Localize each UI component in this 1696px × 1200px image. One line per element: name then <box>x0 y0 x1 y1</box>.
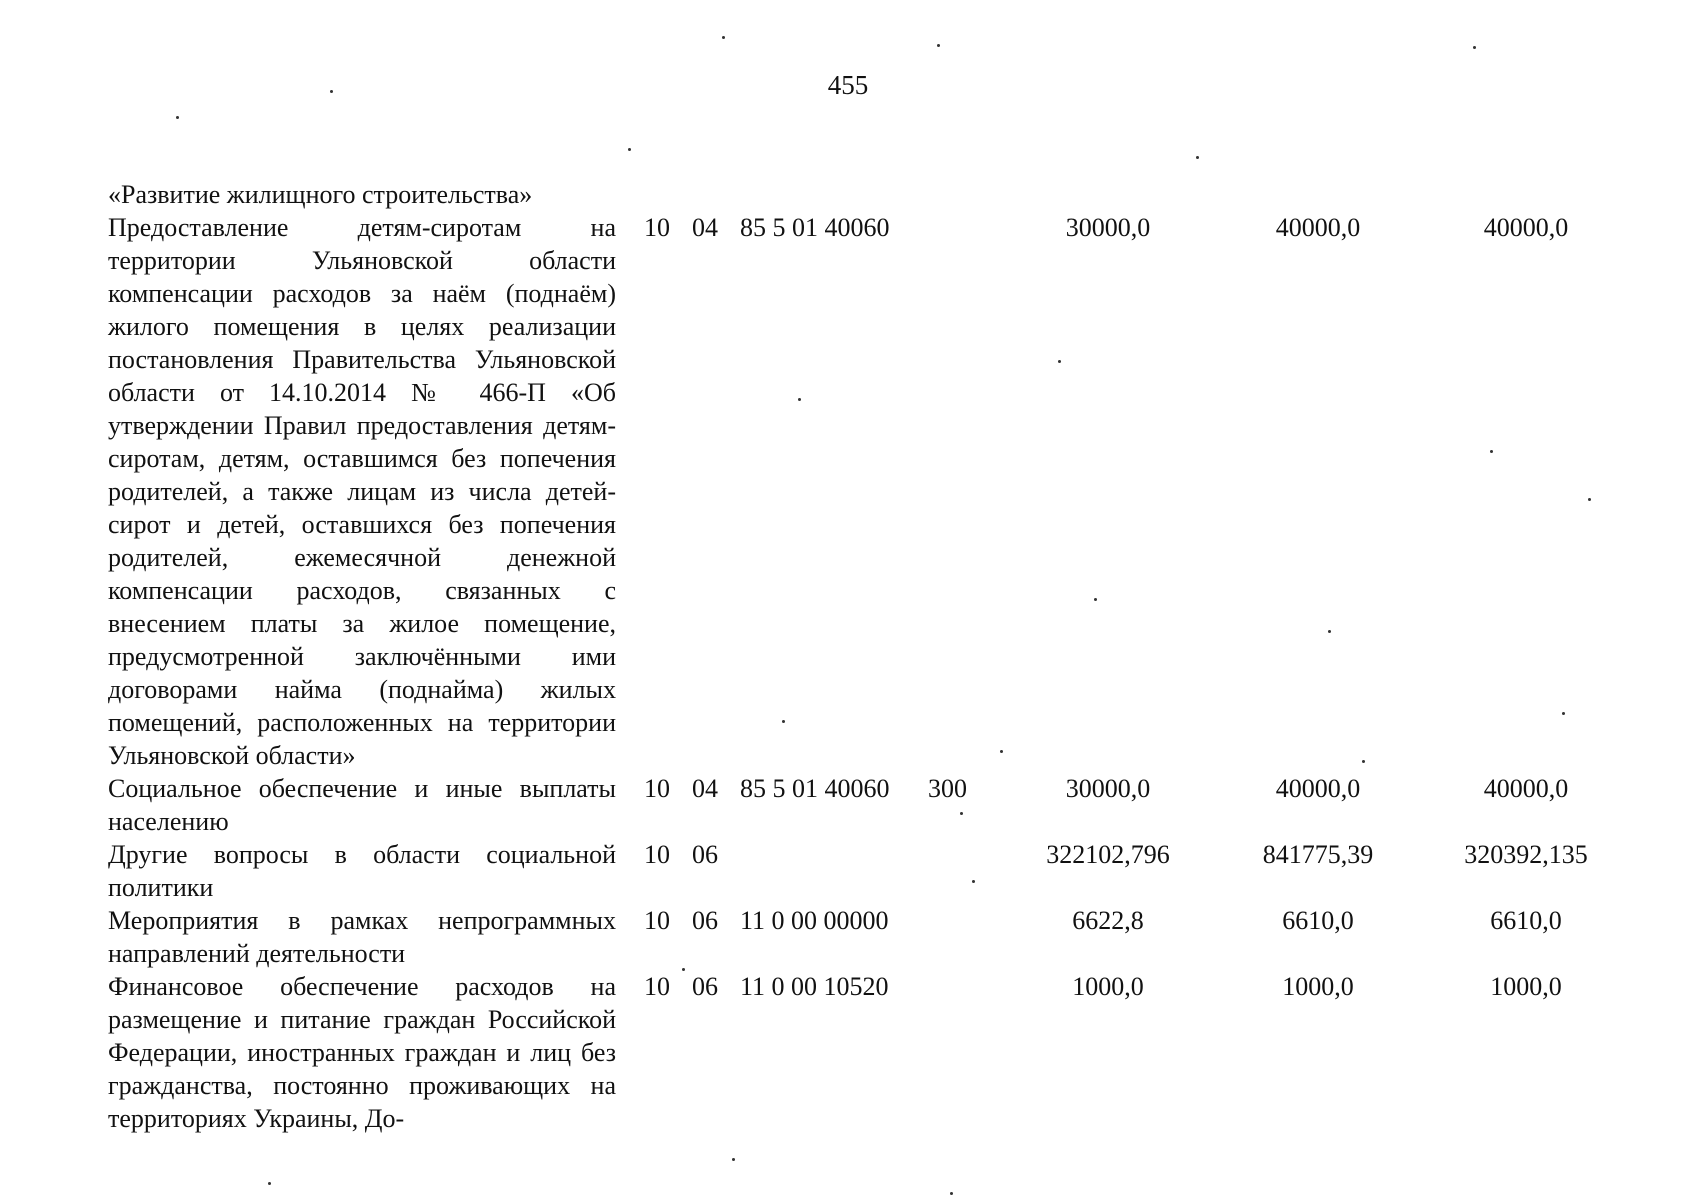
amount-year-3: 1000,0 <box>1490 972 1562 1001</box>
amount-year-2: 1000,0 <box>1282 972 1354 1001</box>
target-item-code: 85 5 01 40060 <box>740 213 890 242</box>
scan-speck <box>1473 46 1476 49</box>
section-code: 10 <box>644 972 670 1001</box>
amount-year-1: 30000,0 <box>1065 774 1151 803</box>
scan-speck <box>937 44 940 47</box>
scan-speck <box>628 148 631 151</box>
row-description: Предоставление детям-сиротам на территории Ульяновской области компенсации расходов за наём (поднаём) жилого помещения в целях реализации постановления Правительства Ульяновской области от 14.10.2014 № 466-П «Об утверждении Правил предоставления детям-сиротам, детям, оставшимся без попечения родителей, а также лицам из числа детей-сирот и детей, оставшихся без попечения родителей, ежемесячной денежной компенсации расходов, связанных с внесением платы за жилое помещение, предусмотренной заключёнными ими договорами найма (поднайма) жилых помещений, расположенных на территории Ульяновской области» <box>108 213 616 770</box>
scan-speck <box>1328 630 1331 633</box>
amount-year-2: 841775,39 <box>1262 840 1374 869</box>
scan-speck <box>1196 156 1199 159</box>
scan-speck <box>1000 750 1003 753</box>
row-description: Мероприятия в рамках непрограммных направлений деятельности <box>108 906 616 968</box>
target-item-code: 11 0 00 10520 <box>740 972 889 1001</box>
section-code: 10 <box>644 213 670 242</box>
scan-speck <box>1562 712 1565 715</box>
scan-speck <box>950 1192 953 1195</box>
table-row <box>108 838 1588 904</box>
amount-year-3: 320392,135 <box>1464 840 1588 869</box>
row-description: Другие вопросы в области социальной политики <box>108 840 616 902</box>
subsection-code: 04 <box>692 774 718 803</box>
subsection-code: 06 <box>692 972 718 1001</box>
scan-speck <box>722 36 725 39</box>
section-code: 10 <box>644 906 670 935</box>
subsection-code: 04 <box>692 213 718 242</box>
amount-year-2: 40000,0 <box>1275 774 1361 803</box>
scan-speck <box>1058 360 1061 363</box>
scan-speck <box>798 398 801 401</box>
amount-year-1: 30000,0 <box>1065 213 1151 242</box>
amount-year-1: 1000,0 <box>1072 972 1144 1001</box>
scan-speck <box>782 720 785 723</box>
scan-speck <box>960 812 963 815</box>
scan-speck <box>176 116 179 119</box>
target-item-code: 85 5 01 40060 <box>740 774 890 803</box>
scan-speck <box>1588 498 1591 501</box>
budget-table <box>108 178 1588 1135</box>
amount-year-2: 40000,0 <box>1275 213 1361 242</box>
amount-year-3: 40000,0 <box>1483 774 1569 803</box>
section-code: 10 <box>644 774 670 803</box>
amount-year-3: 6610,0 <box>1490 906 1562 935</box>
scan-speck <box>732 1158 735 1161</box>
amount-year-3: 40000,0 <box>1483 213 1569 242</box>
table-row <box>108 970 1588 1135</box>
scan-speck <box>268 1182 271 1185</box>
table-row <box>108 772 1588 838</box>
scan-speck <box>330 90 333 93</box>
subsection-code: 06 <box>692 840 718 869</box>
section-code: 10 <box>644 840 670 869</box>
table-row <box>108 904 1588 970</box>
table-row <box>108 178 1588 211</box>
expense-type-code: 300 <box>928 774 967 803</box>
table-row <box>108 211 1588 772</box>
scan-speck <box>1094 598 1097 601</box>
amount-year-1: 322102,796 <box>1046 840 1170 869</box>
amount-year-2: 6610,0 <box>1282 906 1354 935</box>
scan-speck <box>682 968 685 971</box>
amount-year-1: 6622,8 <box>1072 906 1144 935</box>
row-description: «Развитие жилищного строительства» <box>108 180 533 209</box>
scan-speck <box>1490 450 1493 453</box>
page-number: 455 <box>827 70 869 100</box>
target-item-code: 11 0 00 00000 <box>740 906 889 935</box>
scan-speck <box>1362 760 1365 763</box>
subsection-code: 06 <box>692 906 718 935</box>
row-description: Социальное обеспечение и иные выплаты населению <box>108 774 616 836</box>
row-description: Финансовое обеспечение расходов на размещение и питание граждан Российской Федерации, иностранных граждан и лиц без гражданства, постоянно проживающих на территориях Украины, До- <box>108 972 616 1133</box>
scan-speck <box>972 880 975 883</box>
